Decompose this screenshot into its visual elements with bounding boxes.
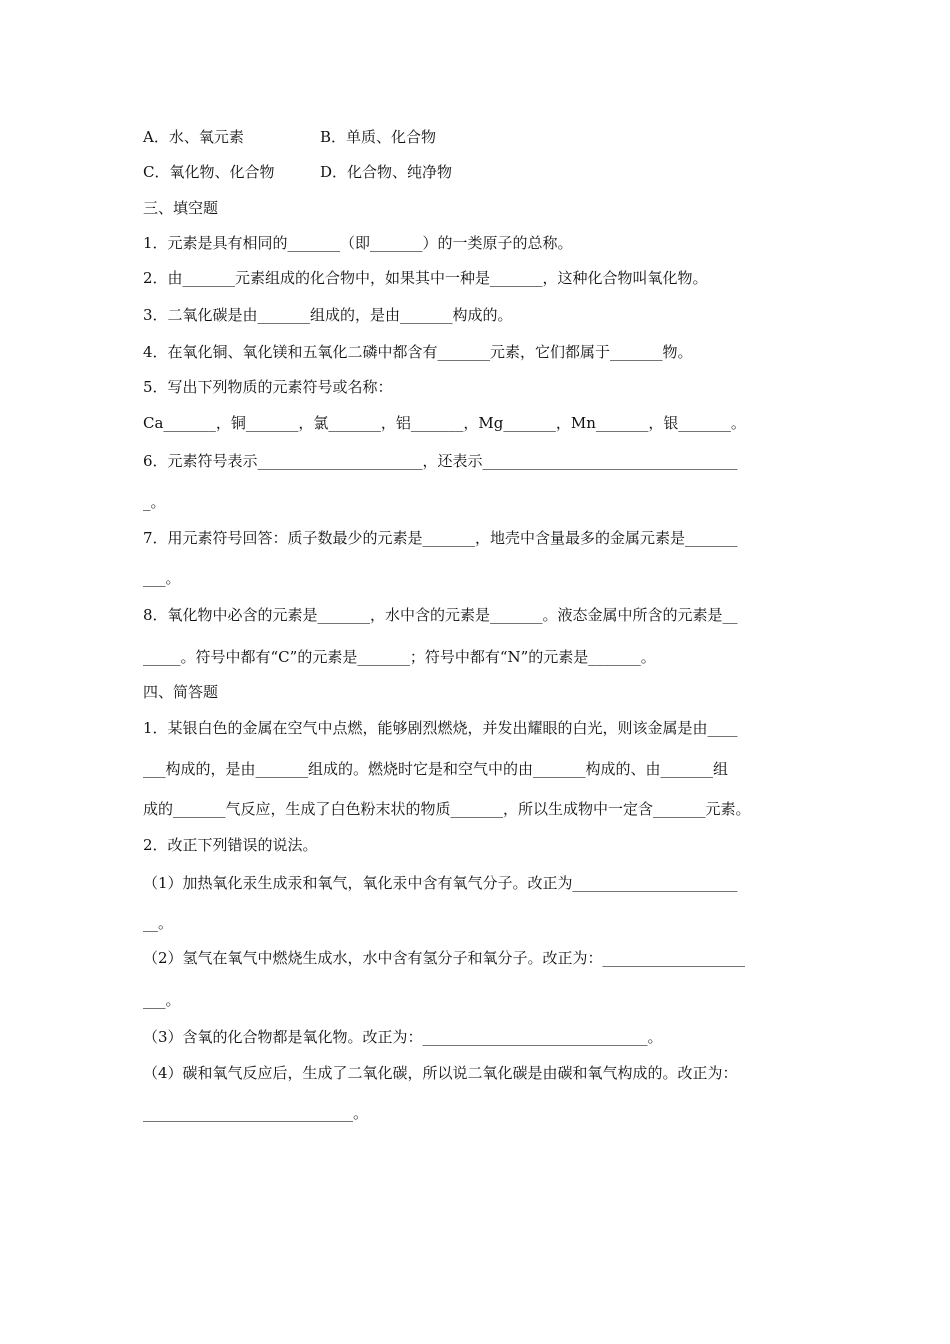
question-3-5: 5．写出下列物质的元素符号或名称： — [143, 378, 393, 396]
question-4-1-line2: ___构成的，是由_______组成的。燃烧时它是和空气中的由_______构成的、由_______组 — [143, 760, 729, 778]
question-4-2-1-line1: （1）加热氧化汞生成汞和氧气，氧化汞中含有氧气分子。改正为______________________ — [143, 874, 738, 892]
option-a: A．水、氧元素 — [143, 128, 244, 146]
option-d: D．化合物、纯净物 — [320, 163, 453, 181]
question-3-7-line2: ___。 — [143, 569, 181, 587]
question-3-7-line1: 7．用元素符号回答：质子数最少的元素是_______，地壳中含量最多的金属元素是_______ — [143, 529, 738, 547]
question-3-5-items: Ca_______，铜_______，氯_______，铝_______，Mg_______，Mn_______，银_______。 — [143, 414, 746, 432]
question-4-2: 2．改正下列错误的说法。 — [143, 836, 318, 854]
option-b: B．单质、化合物 — [320, 128, 437, 146]
question-3-6-line1: 6．元素符号表示______________________，还表示__________________________________ — [143, 452, 738, 470]
question-4-2-2-line1: （2）氢气在氧气中燃烧生成水，水中含有氢分子和氧分子。改正为：___________________ — [143, 949, 746, 967]
question-4-1-line3: 成的_______气反应，生成了白色粉末状的物质_______，所以生成物中一定含_______元素。 — [143, 800, 751, 818]
question-3-3: 3．二氧化碳是由_______组成的，是由_______构成的。 — [143, 306, 513, 324]
question-3-8-line2: _____。符号中都有“C”的元素是_______；符号中都有“N”的元素是_______。 — [143, 648, 656, 666]
question-4-2-4-line2: ____________________________。 — [143, 1104, 369, 1122]
question-3-2: 2．由_______元素组成的化合物中，如果其中一种是_______，这种化合物叫氧化物。 — [143, 269, 708, 287]
section-title-short-answer: 四、简答题 — [143, 683, 219, 701]
option-c: C．氧化物、化合物 — [143, 163, 275, 181]
question-3-4: 4．在氧化铜、氧化镁和五氧化二磷中都含有_______元素，它们都属于_______物。 — [143, 343, 693, 361]
section-title-fill-in: 三、填空题 — [143, 199, 219, 217]
question-4-1-line1: 1．某银白色的金属在空气中点燃，能够剧烈燃烧，并发出耀眼的白光，则该金属是由____ — [143, 719, 738, 737]
question-3-1: 1．元素是具有相同的_______（即_______）的一类原子的总称。 — [143, 234, 573, 252]
question-3-6-line2: _。 — [143, 493, 166, 511]
question-3-8-line1: 8．氧化物中必含的元素是_______，水中含的元素是_______。液态金属中所含的元素是__ — [143, 606, 738, 624]
question-4-2-4-line1: （4）碳和氧气反应后，生成了二氧化碳，所以说二氧化碳是由碳和氧气构成的。改正为： — [143, 1064, 738, 1082]
question-4-2-3: （3）含氧的化合物都是氧化物。改正为：______________________________。 — [143, 1028, 663, 1046]
question-4-2-1-line2: __。 — [143, 914, 174, 932]
question-4-2-2-line2: ___。 — [143, 991, 181, 1009]
